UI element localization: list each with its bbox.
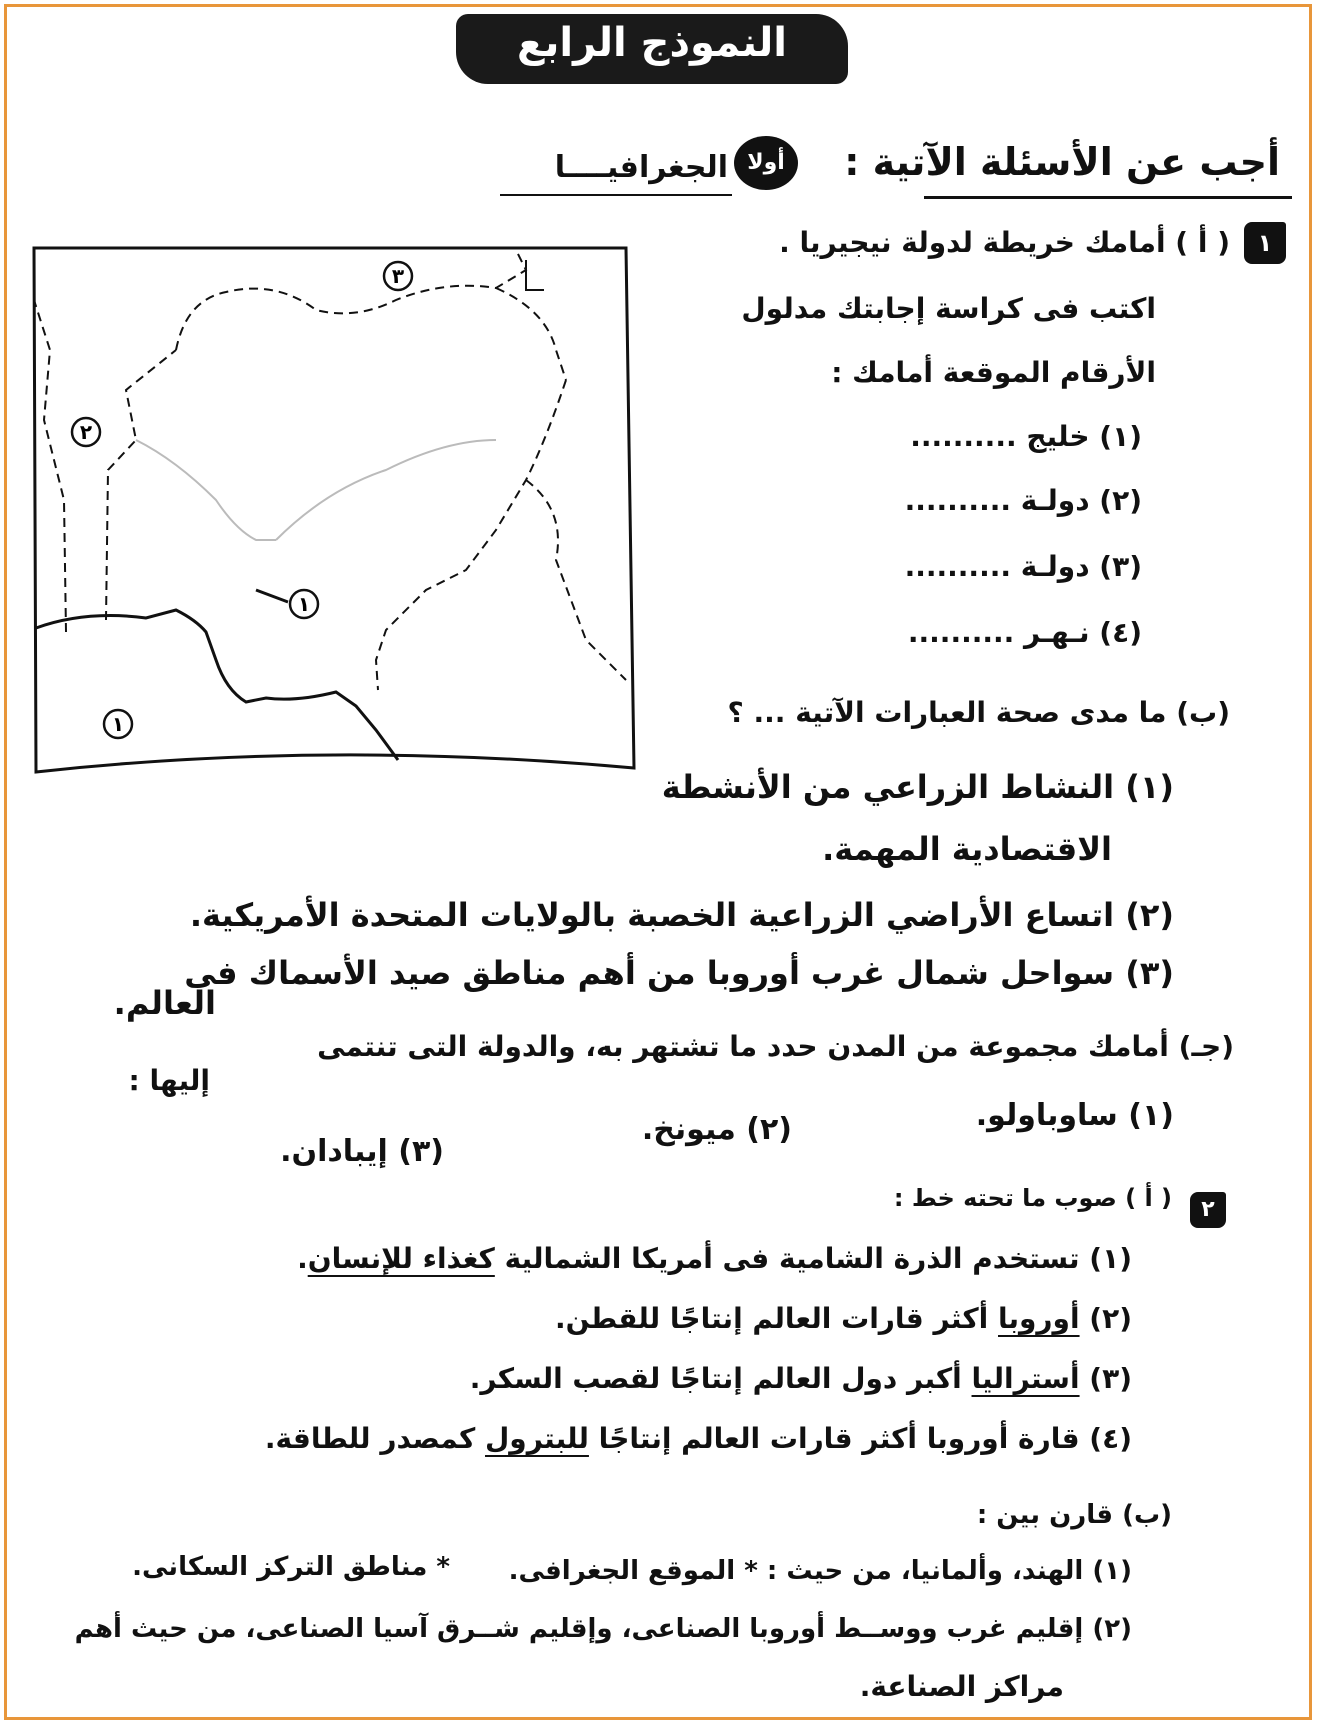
question-2-badge: ٢ bbox=[1190, 1192, 1226, 1228]
q1c-heading: (جـ) أمامك مجموعة من المدن حدد ما تشتهر به، والدولة التى تنتمى bbox=[317, 1030, 1234, 1063]
q1a-item-4: (٤) نـهـر .......... bbox=[907, 616, 1142, 649]
q1c-city-3: (٣) إيبادان. bbox=[280, 1134, 444, 1169]
q2a-item-2: (٢) أوروبا أكثر قارات العالم إنتاجًا للقطن. bbox=[554, 1302, 1132, 1335]
q2b-heading: (ب) قارن بين : bbox=[976, 1500, 1172, 1530]
question-1-badge: ١ bbox=[1244, 222, 1286, 264]
q2a-item-3: (٣) أستراليا أكبر دول العالم إنتاجًا لقصب السكر. bbox=[469, 1362, 1132, 1395]
map-label-1-sea: ١ bbox=[111, 712, 125, 736]
q1b-heading: (ب) ما مدى صحة العبارات الآتية ... ؟ bbox=[727, 696, 1230, 729]
page-title: النموذج الرابع bbox=[517, 20, 787, 66]
q1c-city-2: (٢) ميونخ. bbox=[641, 1112, 792, 1147]
q1b-statement-2: (٢) اتساع الأراضي الزراعية الخصبة بالولايات المتحدة الأمريكية. bbox=[189, 896, 1174, 934]
q1a-item-2: (٢) دولـة .......... bbox=[904, 484, 1142, 517]
q1a-item-3: (٣) دولـة .......... bbox=[904, 550, 1142, 583]
q2a-item-4: (٤) قارة أوروبا أكثر قارات العالم إنتاجًا للبترول كمصدر للطاقة. bbox=[264, 1422, 1132, 1455]
q2b-compare-1-second: * مناطق التركز السكانى. bbox=[132, 1552, 450, 1582]
q1a-line1: ( أ ) أمامك خريطة لدولة نيجيريا . bbox=[779, 226, 1230, 259]
q1b-statement-1-line1: (١) النشاط الزراعي من الأنشطة bbox=[661, 768, 1174, 806]
q1b-statement-3-line1: (٣) سواحل شمال غرب أوروبا من أهم مناطق صيد الأسماك فى bbox=[184, 954, 1174, 992]
section-number-badge: أولا bbox=[734, 136, 798, 190]
q1b-statement-1-line2: الاقتصادية المهمة. bbox=[822, 830, 1112, 868]
q2b-compare-2-line2: مراكز الصناعة. bbox=[859, 1670, 1064, 1703]
nigeria-map bbox=[26, 240, 640, 788]
map-label-3: ٣ bbox=[391, 264, 405, 288]
instruction-heading: أجب عن الأسئلة الآتية : bbox=[844, 140, 1280, 184]
q1a-item-1: (١) خليج .......... bbox=[910, 420, 1142, 453]
q1c-heading-line2: إليها : bbox=[128, 1064, 210, 1097]
q2b-compare-2-line1: (٢) إقليم غرب ووســط أوروبا الصناعى، وإقليم شــرق آسيا الصناعى، من حيث أهم bbox=[74, 1614, 1132, 1644]
heading-rule bbox=[924, 196, 1292, 199]
q1c-city-1: (١) ساوباولو. bbox=[975, 1098, 1174, 1133]
section-rule bbox=[500, 194, 732, 196]
q2b-compare-1: (١) الهند، وألمانيا، من حيث : * الموقع الجغرافى. bbox=[508, 1556, 1132, 1586]
q1a-line2: اكتب فى كراسة إجابتك مدلول bbox=[741, 292, 1156, 325]
q1b-statement-3-line2: العالم. bbox=[113, 984, 216, 1022]
section-name: الجغرافيــــا bbox=[554, 150, 728, 185]
q2a-heading: ( أ ) صوب ما تحته خط : bbox=[893, 1184, 1172, 1212]
q1a-line3: الأرقام الموقعة أمامك : bbox=[831, 356, 1156, 389]
q2a-item-1: (١) تستخدم الذرة الشامية فى أمريكا الشمالية كغذاء للإنسان. bbox=[297, 1242, 1132, 1275]
map-label-2: ٢ bbox=[79, 420, 93, 444]
map-label-1: ١ bbox=[297, 592, 311, 616]
